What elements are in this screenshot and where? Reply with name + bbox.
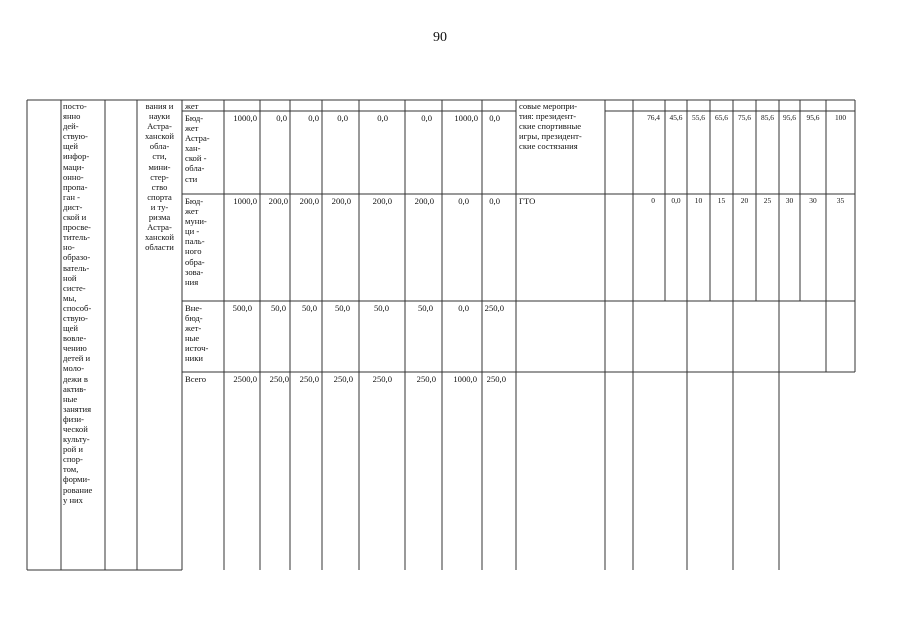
amount-cell: 0,0 [421,113,432,123]
amount-cell: 0,0 [377,113,388,123]
cell-text-line: онно- [63,171,84,182]
cell-text-line: ской и [63,212,87,223]
amount-cell: 50,0 [270,303,286,313]
cell-text-line: форми- [63,474,90,485]
cell-text-line: ци - [185,226,200,237]
cell-text-line: чению [63,343,87,354]
indicator-value-cell: 85,6 [761,113,774,122]
indicator-value-cell: 15 [717,196,726,205]
cell-text-line: тия: президент- [519,111,577,122]
amount-cell: 50,0 [417,303,433,313]
cell-text-line: ство [151,181,168,192]
funding-source-cell [185,101,223,111]
cell-text-line: области [145,242,174,253]
cell-text-line: маци- [63,161,85,172]
cell-text-line: ные [185,333,200,344]
cell-text-line: спор- [63,454,83,465]
cell-text-line: просве- [63,222,91,233]
indicator-value-cell: 95,6 [806,113,820,122]
indicator-name-cell [519,101,605,151]
cell-text-line: жет [185,101,199,111]
cell-text-line: детей и [63,353,91,364]
cell-text-line: янно [63,111,81,122]
amount-cell: 200,0 [372,196,392,206]
cell-text-line: занятия [63,403,92,414]
indicator-value-cell: 65,6 [715,113,728,122]
cell-text-line: щей [63,141,79,152]
amount-cell: 0,0 [489,196,500,206]
cell-text-line: ханской [144,232,175,243]
cell-text-line: стер- [150,171,169,182]
cell-text-line: Вне- [185,303,203,313]
amount-cell: 50,0 [334,303,350,313]
activity-description-cell [63,101,105,505]
amount-cell: 250,0 [484,303,504,313]
cell-text-line: сти [185,173,198,184]
cell-text-line: обра- [185,256,205,267]
cell-text-line: щей [63,323,79,334]
cell-text-line: сти, [152,151,167,162]
amount-cell: 250,0 [299,374,319,384]
cell-text-line: рой и [63,444,83,455]
cell-text-line: Астра- [147,121,172,132]
indicator-name-cell [519,196,605,206]
cell-text-line: паль- [185,236,205,247]
amount-cell: 250,0 [333,374,353,384]
cell-text-line: Бюд- [185,113,204,123]
cell-text-line: дежи в [63,373,88,384]
cell-text-line: Бюд- [185,196,204,206]
cell-text-line: у них [63,494,83,505]
indicator-value-cell: 25 [763,196,772,205]
amount-cell: 0,0 [308,113,319,123]
indicator-value-cell: 35 [836,196,845,205]
amount-cell: 0,0 [458,303,469,313]
amount-cell: 50,0 [301,303,317,313]
cell-text-line: ники [185,353,203,364]
cell-text-line: дей- [63,121,79,132]
indicator-value-cell: 10 [694,196,703,205]
cell-text-line: муни- [185,216,207,227]
amount-cell: 0,0 [337,113,348,123]
indicator-value-cell: 30 [809,196,817,205]
amount-cell: 500,0 [232,303,252,313]
amount-cell: 200,0 [268,196,288,206]
cell-text-line: ские состязания [519,141,578,152]
cell-text-line: дист- [63,201,83,212]
cell-text-line: ной [63,272,77,283]
amount-cell: 250,0 [269,374,289,384]
cell-text-line: ные [63,393,78,404]
cell-text-line: физи- [63,413,85,424]
cell-text-line: жет- [185,323,202,334]
cell-text-line: но- [63,242,75,253]
cell-text-line: вовле- [63,333,87,344]
amount-cell: 200,0 [299,196,319,206]
cell-text-line: хан- [185,143,201,154]
cell-text-line: игры, президент- [519,131,582,142]
indicator-value-cell: 95,6 [783,113,796,122]
cell-text-line: Астра- [147,222,172,233]
cell-text-line: ного [185,246,202,257]
cell-text-line: обла- [149,141,170,152]
amount-cell: 1000,0 [233,113,257,123]
cell-text-line: ской - [185,153,207,164]
cell-text-line: посто- [63,101,87,111]
cell-text-line: ствую- [63,131,88,142]
amount-cell: 0,0 [489,113,500,123]
cell-text-line: и ту- [150,201,169,212]
indicator-value-cell: 75,6 [738,113,751,122]
cell-text-line: моло- [63,363,85,374]
amount-cell: 250,0 [372,374,392,384]
cell-text-line: спорта [147,191,172,202]
cell-text-line: ханской [144,131,175,142]
amount-cell: 1000,0 [233,196,257,206]
cell-text-line: науки [148,111,171,122]
cell-text-line: образо- [63,252,91,263]
funding-source-cell [185,303,223,364]
cell-text-line: жет [185,123,199,134]
cell-text-line: ГТО [519,196,536,206]
amount-cell: 1000,0 [453,374,477,384]
cell-text-line: жет [185,206,199,217]
indicator-value-cell: 100 [834,113,847,122]
amount-cell: 250,0 [486,374,506,384]
cell-text-line: обла- [185,163,205,174]
executor-cell [137,101,182,252]
cell-text-line: ческой [63,424,88,434]
cell-text-line: ские спортивные [519,121,582,132]
cell-text-line: титель- [63,232,90,243]
amount-cell: 1000,0 [454,113,478,123]
cell-text-line: инфор- [63,151,90,162]
amount-cell: 0,0 [458,196,469,206]
cell-text-line: ватель- [63,262,90,273]
cell-text-line: ган - [63,191,80,202]
cell-text-line: источ- [185,343,209,354]
amount-cell: 2500,0 [233,374,257,384]
cell-text-line: ствую- [63,312,88,323]
amount-cell: 0,0 [276,113,287,123]
cell-text-line: актив- [63,383,87,394]
cell-text-line: ризма [148,212,171,223]
cell-text-line: совые меропри- [519,101,578,111]
indicator-value-cell: 30 [785,196,794,205]
amount-cell: 200,0 [331,196,351,206]
cell-text-line: зова- [185,266,204,277]
cell-text-line: том, [63,464,79,475]
amount-cell: 200,0 [414,196,434,206]
cell-text-line: мини- [148,161,171,172]
cell-text-line: рование [63,484,93,495]
indicator-value-cell: 20 [740,196,749,205]
funding-source-cell [185,374,223,384]
indicator-value-cell: 55,6 [692,113,705,122]
amount-cell: 250,0 [416,374,436,384]
funding-source-cell [185,113,223,184]
indicator-value-cell: 76,4 [647,113,660,122]
indicator-value-cell: 0 [651,196,655,205]
cell-text-line: способ- [63,302,92,313]
indicator-value-cell: 45,6 [669,113,683,122]
cell-text-line: вания и [145,101,174,111]
cell-text-line: ния [185,276,199,287]
cell-text-line: Астра- [185,133,210,144]
indicator-value-cell: 0,0 [671,196,681,205]
cell-text-line: мы, [63,292,77,303]
page-number: 90 [433,30,447,45]
amount-cell: 50,0 [373,303,389,313]
cell-text-line: Всего [185,374,207,384]
funding-source-cell [185,196,223,287]
cell-text-line: культу- [63,434,90,445]
cell-text-line: пропа- [63,181,88,192]
cell-text-line: систе- [63,282,86,293]
cell-text-line: бюд- [185,313,203,324]
